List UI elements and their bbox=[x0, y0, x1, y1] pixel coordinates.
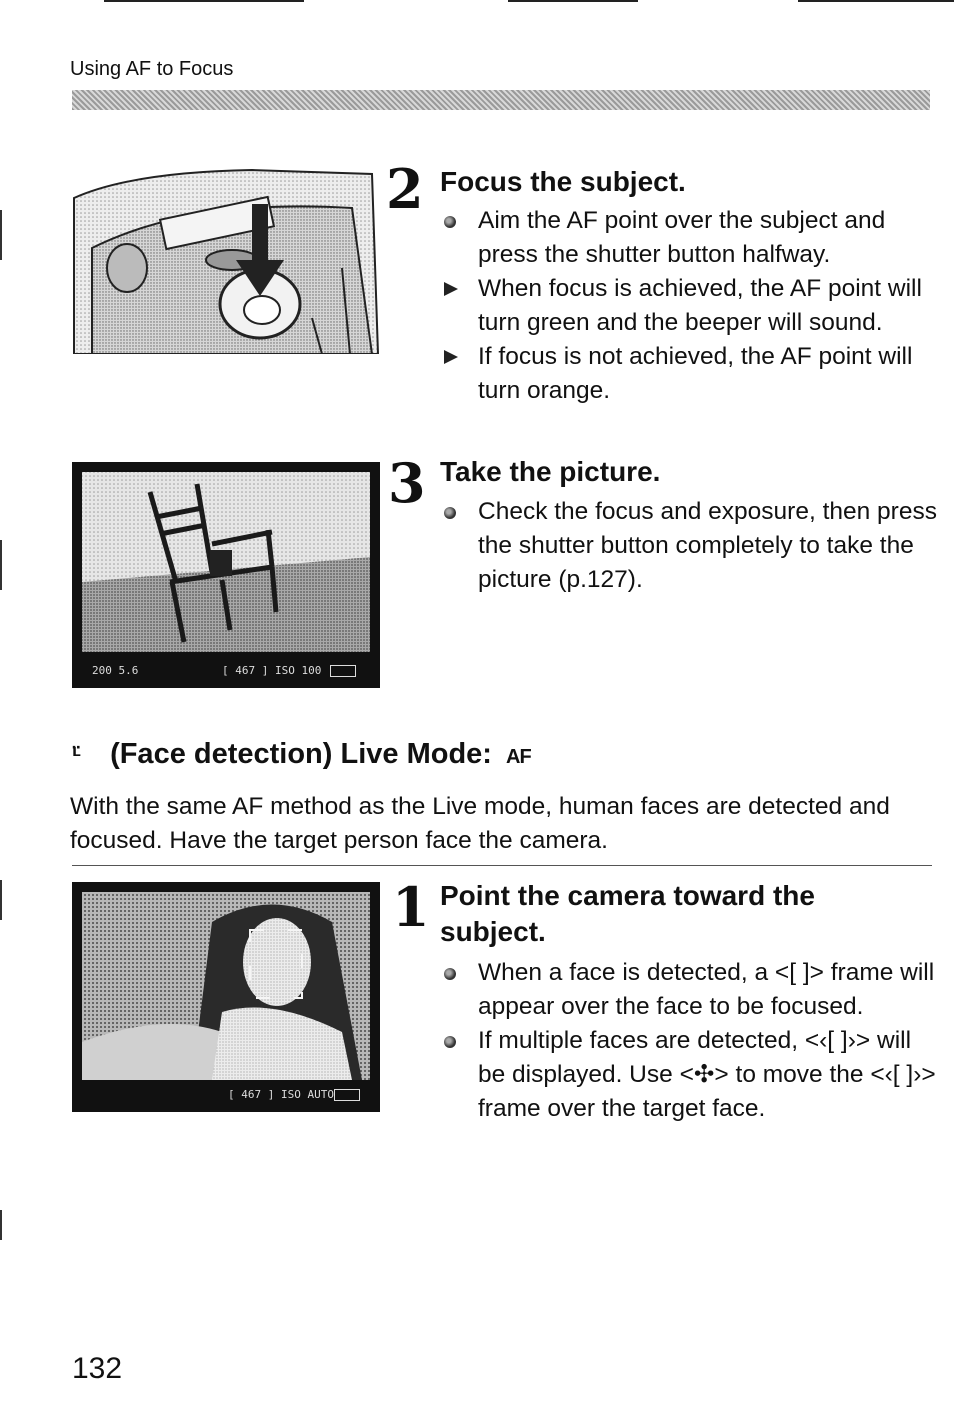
battery-icon bbox=[334, 1089, 360, 1101]
face-detection-icon: ᒻ̈ bbox=[72, 743, 82, 768]
live-view-face-image bbox=[72, 882, 380, 1112]
left-edge-mark bbox=[0, 880, 2, 920]
step-number: 1 bbox=[392, 875, 430, 939]
camera-shutter-illustration bbox=[72, 168, 380, 354]
step-bullet-list bbox=[440, 956, 940, 1126]
result-triangle-icon bbox=[444, 282, 458, 296]
list-item: If focus is not achieved, the AF point will turn orange. bbox=[440, 340, 940, 408]
list-item: If multiple faces are detected, <‹[ ]›> will be displayed. Use <✣> to move the <‹[ ]›> frame over the target face. bbox=[440, 1024, 940, 1126]
header-bar bbox=[72, 90, 930, 110]
bullet-dot-icon bbox=[444, 216, 456, 228]
left-edge-mark bbox=[0, 1210, 2, 1240]
top-edge-line bbox=[104, 0, 304, 2]
section-description: With the same AF method as the Live mode, human faces are detected and focused. Have the target person face the camera. bbox=[70, 793, 890, 854]
bullet-dot-icon bbox=[444, 1036, 456, 1048]
top-edge-line bbox=[508, 0, 638, 2]
left-edge-mark bbox=[0, 540, 2, 590]
step-number: 2 bbox=[386, 157, 424, 221]
section-heading: ᒻ̈ (Face detection) Live Mode: AF bbox=[72, 734, 531, 777]
top-edge-line bbox=[798, 0, 954, 2]
list-item: Check the focus and exposure, then press the shutter button completely to take the picture (p.127). bbox=[440, 495, 940, 597]
bullet-dot-icon bbox=[444, 968, 456, 980]
running-header: Using AF to Focus bbox=[70, 58, 234, 80]
result-triangle-icon bbox=[444, 350, 458, 364]
lcd-shots-iso-readout: [ 467 ] ISO AUTO bbox=[228, 1088, 334, 1101]
list-item: Aim the AF point over the subject and press the shutter button halfway. bbox=[440, 204, 940, 272]
lcd-shots-iso-readout: [ 467 ] ISO 100 bbox=[222, 664, 322, 677]
step-title: Take the picture. bbox=[440, 456, 661, 487]
step-number: 3 bbox=[388, 451, 426, 515]
step-title: Focus the subject. bbox=[440, 166, 686, 197]
left-edge-mark bbox=[0, 210, 2, 260]
live-view-chair-image bbox=[72, 462, 380, 688]
af-face-icon: AF bbox=[506, 746, 531, 768]
step-bullet-list bbox=[440, 495, 940, 597]
step-title: Point the camera toward the subject. bbox=[440, 880, 815, 947]
battery-icon bbox=[330, 665, 356, 677]
page-number: 132 bbox=[72, 1352, 123, 1385]
list-item: When focus is achieved, the AF point will turn green and the beeper will sound. bbox=[440, 272, 940, 340]
lcd-exposure-readout: 200 5.6 bbox=[92, 664, 139, 677]
bullet-dot-icon bbox=[444, 507, 456, 519]
divider bbox=[72, 865, 932, 866]
step-bullet-list bbox=[440, 204, 940, 408]
list-item: When a face is detected, a <[ ]> frame will appear over the face to be focused. bbox=[440, 956, 940, 1024]
